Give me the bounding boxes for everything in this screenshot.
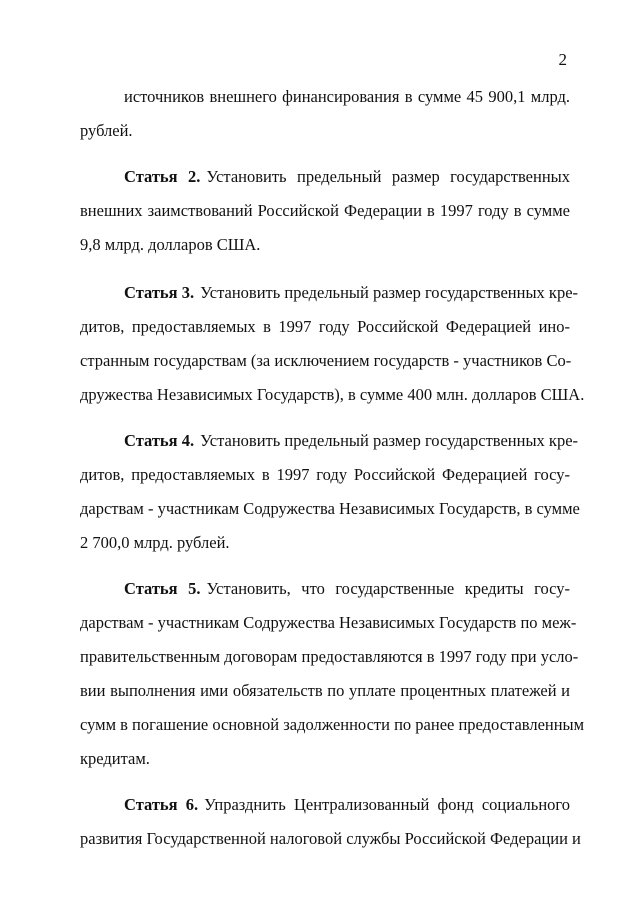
paragraph-line: 2 700,0 млрд. рублей.	[80, 533, 230, 552]
paragraph-line: дитов, предоставляемых в 1997 году Российской Федерацией госу-	[80, 465, 570, 484]
article-4-heading-line: Статья 4. Установить предельный размер государственных кре-	[124, 431, 579, 450]
article-5-label: Статья 5.	[124, 579, 201, 598]
article-6-heading-line: Статья 6. Упразднить Централизованный фонд социального	[124, 795, 571, 814]
paragraph-line: дарствам - участникам Содружества Независимых Государств по меж-	[80, 613, 577, 632]
article-3-label: Статья 3.	[124, 283, 195, 302]
paragraph-line: дарствам - участникам Содружества Независимых Государств, в сумме	[80, 499, 580, 518]
paragraph-line: рублей.	[80, 121, 133, 140]
article-2-label: Статья 2.	[124, 167, 201, 186]
paragraph-line: правительственным договорам предоставляются в 1997 году при усло-	[80, 647, 579, 666]
article-6-label: Статья 6.	[124, 795, 199, 814]
article-3-heading-line: Статья 3. Установить предельный размер государственных кре-	[124, 283, 579, 302]
paragraph-line: 9,8 млрд. долларов США.	[80, 235, 261, 254]
paragraph-line: источников внешнего финансирования в сумме 45 900,1 млрд.	[124, 87, 570, 106]
article-5-heading-line: Статья 5. Установить, что государственные кредиты госу-	[124, 579, 570, 598]
article-4-label: Статья 4.	[124, 431, 195, 450]
paragraph-line: развития Государственной налоговой службы Российской Федерации и	[80, 829, 581, 848]
page-number: 2	[558, 50, 567, 69]
article-2-heading-line: Статья 2. Установить предельный размер государственных	[124, 167, 570, 186]
paragraph-line: сумм в погашение основной задолженности по ранее предоставленным	[80, 715, 585, 734]
paragraph-line: кредитам.	[80, 749, 150, 768]
paragraph-line: дитов, предоставляемых в 1997 году Российской Федерацией ино-	[80, 317, 570, 336]
paragraph-line: вии выполнения ими обязательств по уплате процентных платежей и	[80, 681, 570, 700]
paragraph-line: внешних заимствований Российской Федерации в 1997 году в сумме	[80, 201, 570, 220]
paragraph-line: странным государствам (за исключением государств - участников Со-	[80, 351, 572, 370]
paragraph-line: дружества Независимых Государств), в сумме 400 млн. долларов США.	[80, 385, 585, 404]
